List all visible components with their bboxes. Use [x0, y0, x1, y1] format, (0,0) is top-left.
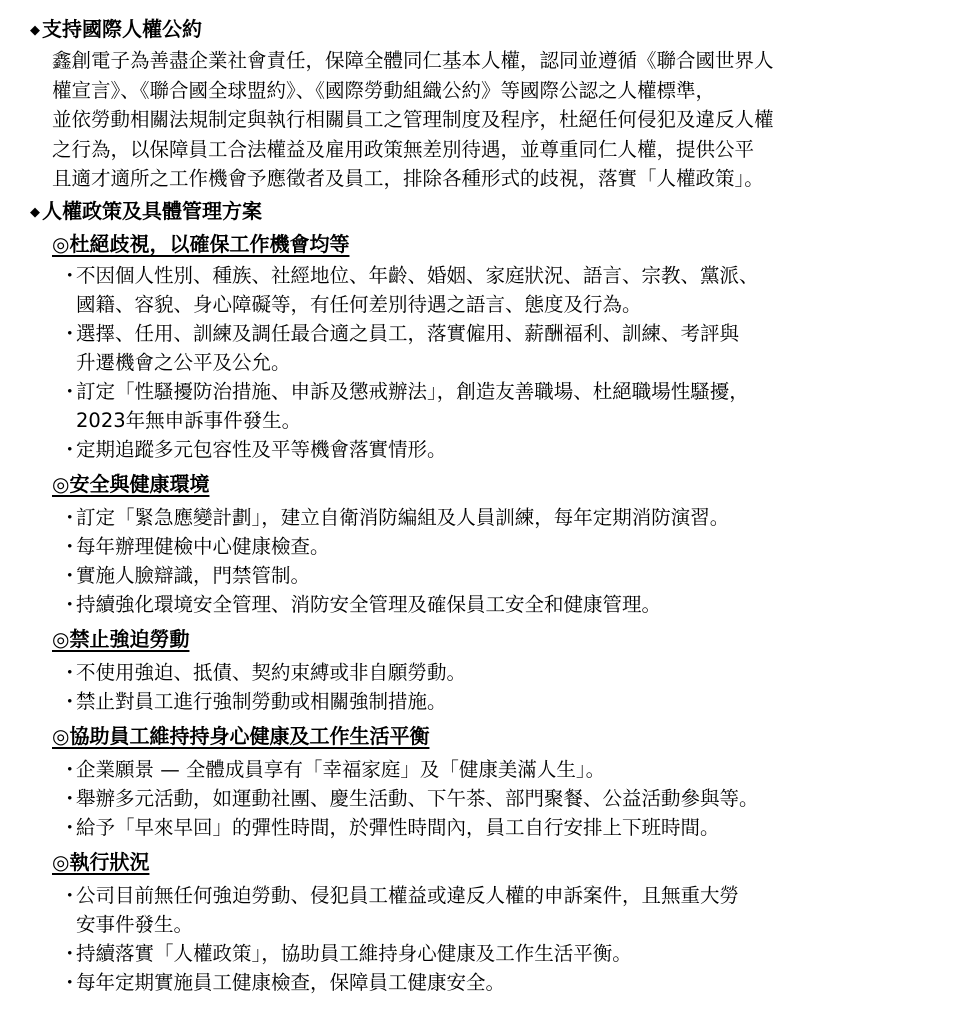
bullet-dot-icon: ・ — [60, 592, 80, 616]
diamond-bullet-icon: ◆ — [30, 23, 40, 38]
policy-group-execution-status — [30, 848, 957, 997]
paragraph-line: 且適才適所之工作機會予應徵者及員工，排除各種形式的歧視，落實「人權政策」。 — [52, 167, 764, 190]
list-item: ・ 給予「早來早回」的彈性時間，於彈性時間內，員工自行安排上下班時間。 — [60, 813, 957, 842]
list-item: ・ 每年定期實施員工健康檢查，保障員工健康安全。 — [60, 968, 957, 997]
policy-group-work-life-balance — [30, 722, 957, 842]
policy-group-anti-discrimination — [30, 230, 957, 464]
list-item: ・ 不因個人性別、種族、社經地位、年齡、婚姻、家庭狀況、語言、宗教、黨派、 國籍、容貌、身心障礙等，有任何差別待遇之語言、態度及行為。 — [60, 261, 957, 319]
paragraph-line: 並依勞動相關法規制定與執行相關員工之管理制度及程序，杜絕任何侵犯及違反人權 — [52, 108, 774, 131]
list-item: ・ 選擇、任用、訓練及調任最合適之員工，落實僱用、薪酬福利、訓練、考評與 升遷機會之公平及公允。 — [60, 319, 957, 377]
paragraph-line: 權宣言》、《聯合國全球盟約》、《國際勞動組織公約》等國際公認之人權標準， — [52, 78, 716, 102]
list-item: ・ 舉辦多元活動，如運動社團、慶生活動、下午茶、部門聚餐、公益活動參與等。 — [60, 784, 957, 813]
bullet-dot-icon: ・ — [60, 534, 80, 558]
diamond-bullet-icon: ◆ — [30, 204, 40, 220]
bullet-list — [30, 261, 957, 464]
list-item: ・ 定期追蹤多元包容性及平等機會落實情形。 — [60, 435, 957, 464]
paragraph-line: 鑫創電子為善盡企業社會責任，保障全體同仁基本人權，認同並遵循《聯合國世界人 — [52, 49, 774, 72]
bullet-dot-icon: ・ — [60, 263, 80, 287]
list-item: ・ 持續落實「人權政策」，協助員工維持身心健康及工作生活平衡。 — [60, 939, 957, 968]
bullet-dot-icon: ・ — [60, 815, 80, 839]
bullet-dot-icon: ・ — [60, 379, 80, 403]
list-item: ・ 公司目前無任何強迫勞動、侵犯員工權益或違反人權的申訴案件，且無重大勞 安事件發生。 — [60, 881, 957, 939]
section-title: 支持國際人權公約 — [42, 17, 202, 41]
bullet-dot-icon: ・ — [60, 321, 80, 345]
bullet-dot-icon: ・ — [60, 786, 80, 810]
section-heading-policy-programs — [30, 196, 957, 226]
paragraph-line: 之行為，以保障員工合法權益及雇用政策無差別待遇，並尊重同仁人權，提供公平 — [52, 137, 755, 161]
bullet-list — [30, 755, 957, 842]
bullet-list — [30, 881, 957, 997]
section-title: 人權政策及具體管理方案 — [42, 198, 262, 223]
list-item: ・ 不使用強迫、抵債、契約束縛或非自願勞動。 — [60, 658, 957, 687]
subsection-heading: ◎安全與健康環境 — [52, 471, 210, 496]
bullet-dot-icon: ・ — [60, 883, 80, 907]
list-item: ・ 訂定「性騷擾防治措施、申訴及懲戒辦法」，創造友善職場、杜絕職場性騷擾， 2023年無申訴事件發生。 — [60, 377, 957, 435]
list-item: ・ 企業願景 — 全體成員享有「幸福家庭」及「健康美滿人生」。 — [60, 755, 957, 784]
list-item: ・ 每年辦理健檢中心健康檢查。 — [60, 532, 957, 561]
list-item: ・ 禁止對員工進行強制勞動或相關強制措施。 — [60, 687, 957, 716]
bullet-dot-icon: ・ — [60, 970, 80, 994]
bullet-list — [30, 503, 957, 619]
policy-group-no-forced-labor — [30, 625, 957, 716]
list-item: ・ 實施人臉辯識，門禁管制。 — [60, 561, 957, 590]
bullet-dot-icon: ・ — [60, 757, 80, 781]
subsection-heading: ◎禁止強迫勞動 — [52, 626, 190, 651]
list-item: ・ 訂定「緊急應變計劃」，建立自衛消防編組及人員訓練，每年定期消防演習。 — [60, 503, 957, 532]
subsection-heading: ◎協助員工維持持身心健康及工作生活平衡 — [52, 723, 430, 748]
bullet-list — [30, 658, 957, 716]
bullet-dot-icon: ・ — [60, 660, 80, 684]
bullet-dot-icon: ・ — [60, 563, 80, 587]
bullet-dot-icon: ・ — [60, 941, 80, 965]
subsection-heading: ◎杜絕歧視，以確保工作機會均等 — [52, 231, 350, 256]
bullet-dot-icon: ・ — [60, 505, 80, 529]
bullet-dot-icon: ・ — [60, 437, 80, 461]
section-heading-human-rights-conventions — [30, 14, 957, 44]
list-item: ・ 持續強化環境安全管理、消防安全管理及確保員工安全和健康管理。 — [60, 590, 957, 619]
subsection-heading: ◎執行狀況 — [52, 849, 150, 874]
intro-paragraph — [52, 46, 882, 194]
bullet-dot-icon: ・ — [60, 689, 80, 713]
policy-group-safety-health — [30, 470, 957, 619]
